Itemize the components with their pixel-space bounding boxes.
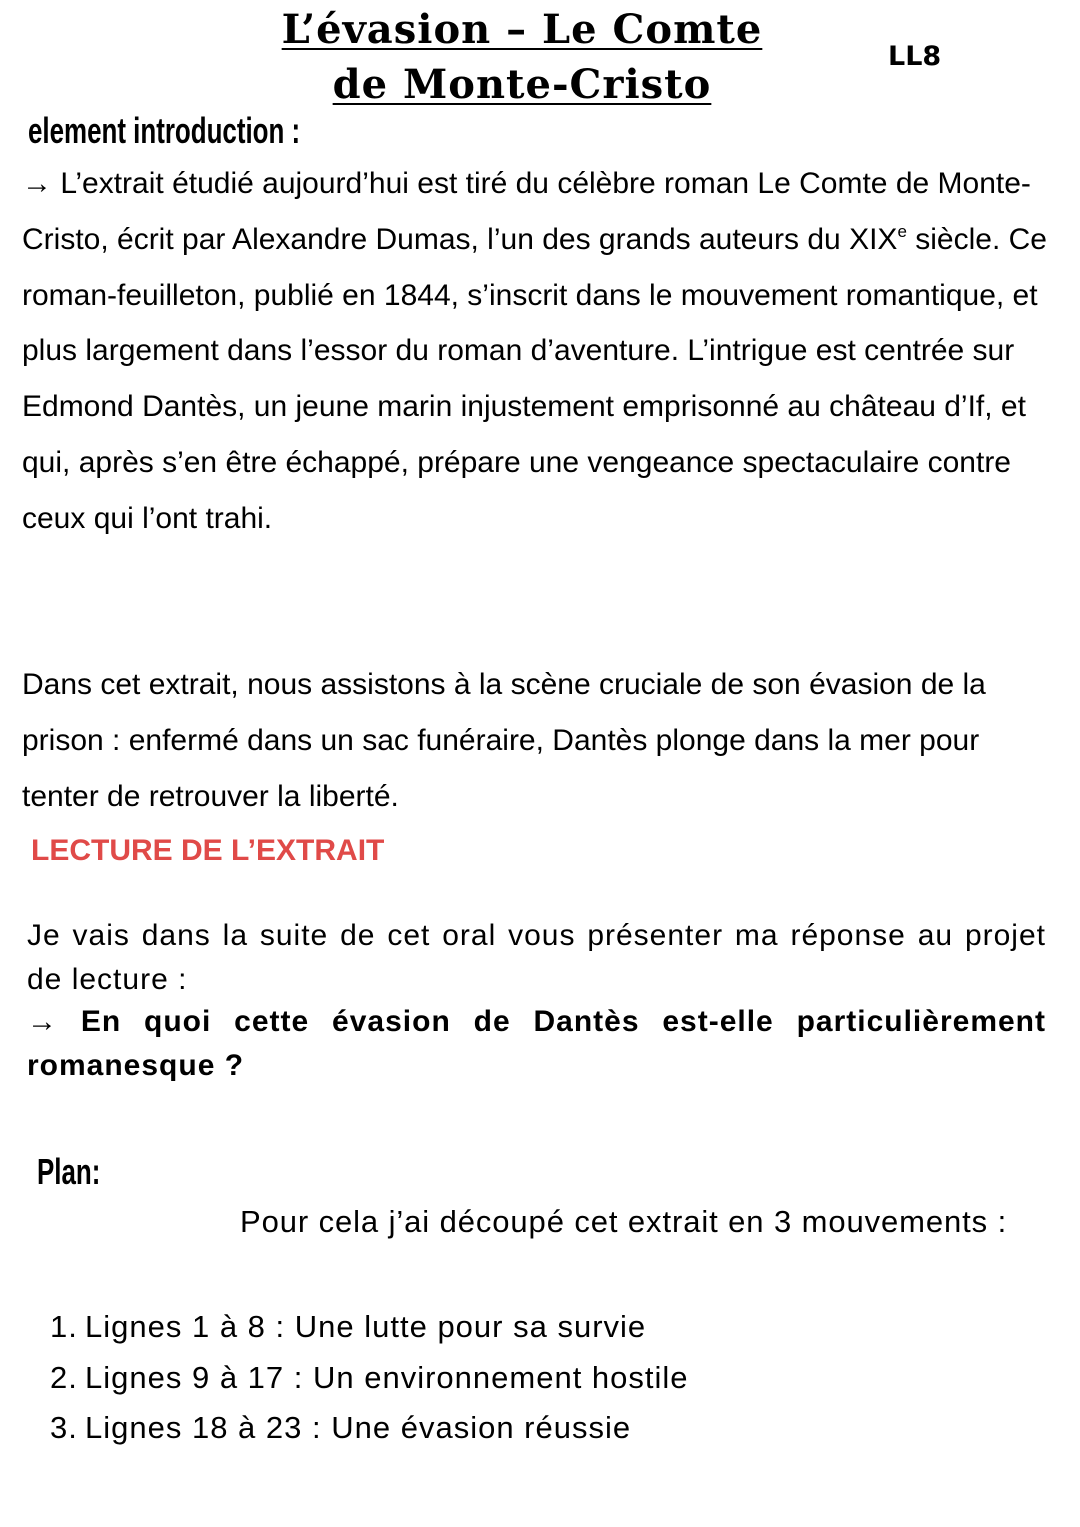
- arrow-icon: →: [22, 167, 52, 200]
- lecture-heading: LECTURE DE L’EXTRAIT: [31, 834, 385, 867]
- plan-intro-text: Pour cela j’ai découpé cet extrait en 3 mouvements :: [240, 1204, 1008, 1239]
- page-title-line-2: de Monte-Cristo: [332, 61, 712, 108]
- list-item-text: Lignes 9 à 17 : Un environnement hostile: [85, 1359, 689, 1395]
- list-item: [50, 1302, 689, 1353]
- movements-list: [50, 1302, 689, 1454]
- introduction-heading: element introduction :: [28, 110, 301, 151]
- reading-project-question-text: En quoi cette évasion de Dantès est-elle particulièrement romanesque ?: [27, 1005, 1046, 1082]
- introduction-paragraph-1-text-start: L’extrait étudié aujourd’hui est tiré du célèbre roman Le Comte de Monte-Cristo, écrit par Alexandre Dumas, l’un des grands auteurs du XIX: [22, 167, 1031, 256]
- list-item-number: 3.: [50, 1410, 78, 1445]
- reading-project-question: [27, 1000, 1046, 1087]
- list-item: [50, 1353, 689, 1404]
- reading-project-intro: Je vais dans la suite de cet oral vous présenter ma réponse au projet de lecture :: [27, 919, 1046, 996]
- list-item: [50, 1403, 689, 1454]
- plan-heading: Plan:: [37, 1151, 101, 1192]
- list-item-number: 2.: [50, 1359, 78, 1395]
- list-item-number: 1.: [50, 1309, 78, 1344]
- introduction-paragraph-1-text-end: siècle. Ce roman-feuilleton, publié en 1844, s’inscrit dans le mouvement romantique, et plus largement dans l’essor du roman d’aventure. L’intrigue est centrée sur Edmond Dantès, un jeune marin injustement emprisonné au château d’If, et qui, après s’en être échappé, prépare une vengeance spectaculaire contre ceux qui l’ont trahi.: [22, 222, 1047, 535]
- document-code-label: LL8: [888, 41, 942, 72]
- list-item-text: Lignes 18 à 23 : Une évasion réussie: [85, 1410, 632, 1445]
- list-item-text: Lignes 1 à 8 : Une lutte pour sa survie: [85, 1309, 647, 1344]
- page-title-line-1: L’évasion – Le Comte: [281, 6, 763, 53]
- century-superscript: e: [897, 221, 907, 241]
- introduction-paragraph-2: Dans cet extrait, nous assistons à la scène cruciale de son évasion de la prison : enfermé dans un sac funéraire, Dantès plonge dans la mer pour tenter de retrouver la liberté.: [22, 668, 986, 813]
- introduction-paragraph-1: [22, 156, 1058, 547]
- arrow-icon: →: [27, 1005, 58, 1038]
